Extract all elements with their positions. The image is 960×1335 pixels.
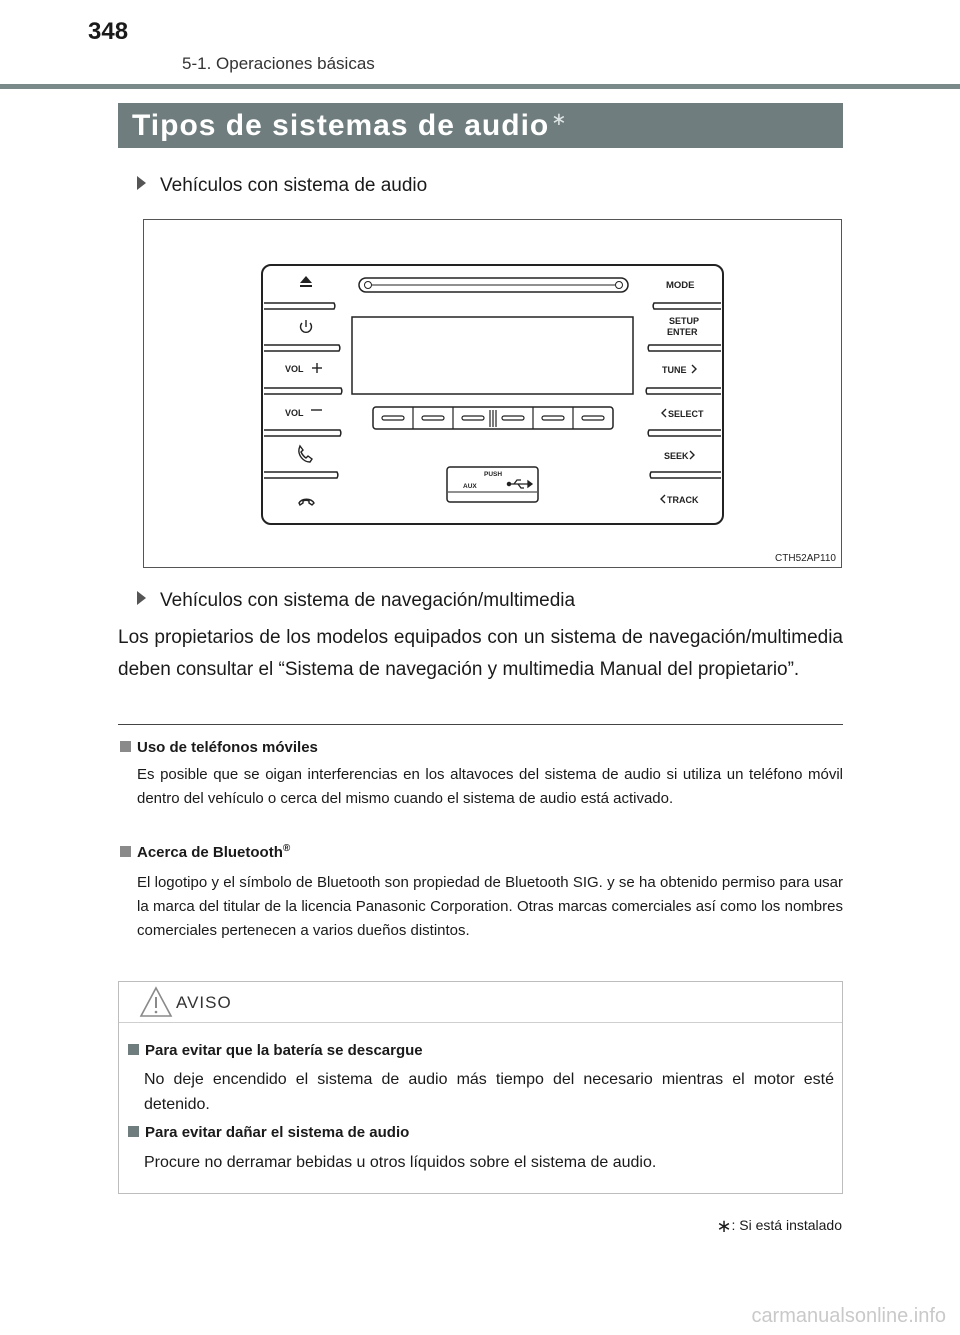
intro-paragraph: Los propietarios de los modelos equipados con un sistema de navegación/multimedia deben consultar el “Sistema de navegación y multimedia Manual del propietario”. bbox=[118, 627, 843, 680]
registered-mark: ® bbox=[282, 843, 291, 854]
enter-label: ENTER bbox=[667, 327, 698, 337]
warning-body-damage: Procure no derramar bebidas u otros líquidos sobre el sistema de audio. bbox=[144, 1154, 657, 1171]
note-heading-text: Uso de teléfonos móviles bbox=[137, 739, 318, 756]
push-label: PUSH bbox=[484, 471, 503, 478]
warning-heading-battery bbox=[128, 1042, 423, 1059]
square-bullet-icon bbox=[128, 1126, 139, 1137]
square-bullet-icon bbox=[120, 846, 131, 857]
warning-heading-text: Para evitar que la batería se descargue bbox=[145, 1042, 423, 1059]
square-bullet-icon bbox=[128, 1044, 139, 1055]
bullet-audio-system-text: Vehículos con sistema de audio bbox=[160, 175, 428, 196]
warning-heading-text: Para evitar dañar el sistema de audio bbox=[145, 1124, 410, 1141]
title-asterisk: ∗ bbox=[551, 109, 568, 129]
usb-aux-port bbox=[447, 467, 538, 502]
warning-heading-damage bbox=[128, 1124, 409, 1141]
audio-panel-figure bbox=[143, 219, 842, 568]
track-label: TRACK bbox=[667, 495, 699, 505]
watermark: carmanualsonline.info bbox=[751, 1305, 946, 1327]
page-title bbox=[132, 109, 567, 143]
display-screen bbox=[352, 317, 633, 394]
warning-title: AVISO bbox=[176, 993, 232, 1012]
header-divider bbox=[0, 84, 960, 89]
bullet-nav-system bbox=[137, 590, 575, 612]
bullet-triangle-icon bbox=[137, 176, 146, 190]
note-body-bluetooth: El logotipo y el símbolo de Bluetooth son propiedad de Bluetooth SIG. y se ha obtenido permiso para usar la marca del titular de la licencia Panasonic Corporation. Otras marcas comerciales así como los nombres comerciales pertenecen a varios dueños distintos. bbox=[137, 874, 843, 939]
warning-triangle-icon bbox=[139, 986, 173, 1018]
audio-panel-illustration bbox=[144, 220, 841, 567]
note-body-mobile-phones: Es posible que se oigan interferencias en los altavoces del sistema de audio si utiliza un teléfono móvil dentro del vehículo o cerca del mismo cuando el sistema de audio está activado. bbox=[137, 766, 843, 807]
page-title-text: Tipos de sistemas de audio bbox=[132, 109, 550, 142]
title-banner bbox=[118, 103, 843, 148]
footnote-text: : Si está instalado bbox=[731, 1217, 842, 1233]
mode-label: MODE bbox=[666, 280, 695, 291]
note-heading-text: Acerca de Bluetooth bbox=[137, 844, 283, 861]
vol-up-label: VOL bbox=[285, 364, 304, 374]
cd-slot bbox=[359, 278, 628, 292]
preset-buttons bbox=[373, 407, 613, 429]
footnote-asterisk: ∗ bbox=[716, 1216, 732, 1236]
square-bullet-icon bbox=[120, 741, 131, 752]
warning-body-battery: No deje encendido el sistema de audio más tiempo del necesario mientras el motor esté detenido. bbox=[144, 1071, 834, 1113]
bullet-nav-system-text: Vehículos con sistema de navegación/multimedia bbox=[160, 590, 576, 611]
vol-down-label: VOL bbox=[285, 408, 304, 418]
warning-box bbox=[118, 981, 843, 1194]
note-heading-mobile-phones bbox=[120, 739, 318, 756]
select-label: SELECT bbox=[668, 409, 704, 419]
seek-label: SEEK bbox=[664, 451, 689, 461]
warning-header-divider bbox=[119, 1022, 842, 1023]
section-heading: 5-1. Operaciones básicas bbox=[182, 54, 375, 73]
figure-code: CTH52AP110 bbox=[775, 553, 836, 564]
footnote bbox=[716, 1216, 842, 1237]
bullet-triangle-icon bbox=[137, 591, 146, 605]
bullet-audio-system bbox=[137, 175, 427, 197]
aux-label: AUX bbox=[463, 483, 477, 490]
page-number: 348 bbox=[88, 18, 129, 45]
section-divider bbox=[118, 724, 843, 725]
note-heading-bluetooth bbox=[120, 843, 290, 861]
tune-label: TUNE bbox=[662, 365, 687, 375]
setup-label: SETUP bbox=[669, 316, 700, 326]
